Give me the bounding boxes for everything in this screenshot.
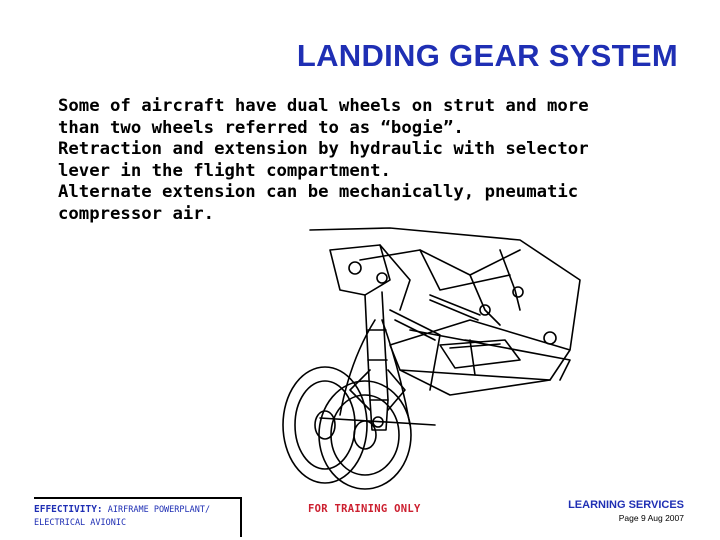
effectivity-label: EFFECTIVITY: — [34, 504, 103, 515]
body-line: than two wheels referred to as “bogie”. — [58, 117, 464, 138]
footer-right — [568, 499, 684, 523]
page-info: Page 9 Aug 2007 — [618, 513, 684, 523]
training-notice: FOR TRAINING ONLY — [308, 503, 421, 515]
body-line: compressor air. — [58, 203, 215, 224]
body-line: Alternate extension can be mechanically, pneumatic — [58, 182, 579, 202]
landing-gear-illustration — [270, 220, 600, 490]
slide-title: LANDING GEAR SYSTEM — [296, 38, 678, 73]
effectivity-value: AIRFRAME POWERPLANT/ — [107, 505, 211, 515]
body-line: Some of aircraft have dual wheels on strut and more — [58, 96, 589, 116]
body-line: Retraction and extension by hydraulic with selector — [58, 139, 589, 159]
effectivity-box — [34, 497, 242, 537]
effectivity-value-2: ELECTRICAL AVIONIC — [34, 518, 127, 528]
learning-services-label: LEARNING SERVICES — [568, 499, 684, 511]
slide-body — [58, 96, 668, 225]
body-line: lever in the flight compartment. — [58, 160, 391, 181]
